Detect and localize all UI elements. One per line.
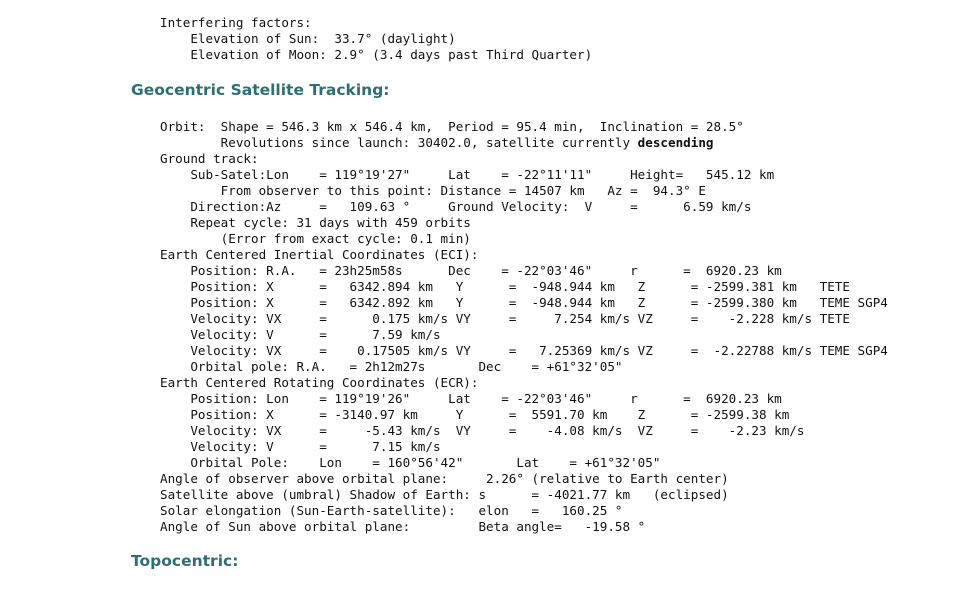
geocentric-heading: Geocentric Satellite Tracking:: [131, 81, 390, 99]
text-line: Angle of observer above orbital plane: 2.26° (relative to Earth center): [160, 471, 729, 486]
text-line: Velocity: VX = -5.43 km/s VY = -4.08 km/s VZ = -2.23 km/s: [160, 423, 805, 438]
orbit-line: Orbit: Shape = 546.3 km x 546.4 km, Period = 95.4 min, Inclination = 28.5°: [160, 119, 744, 134]
text-line: Earth Centered Inertial Coordinates (ECI):: [160, 247, 479, 262]
text-line: Ground track:: [160, 151, 259, 166]
text-line: Elevation of Moon: 2.9° (3.4 days past Third Quarter): [160, 47, 593, 62]
text-line: (Error from exact cycle: 0.1 min): [160, 231, 471, 246]
text-line: Earth Centered Rotating Coordinates (ECR):: [160, 375, 479, 390]
text-line: Velocity: V = 7.59 km/s: [160, 327, 441, 342]
text-line: From observer to this point: Distance = 14507 km Az = 94.3° E: [160, 183, 706, 198]
text-line: Orbital Pole: Lon = 160°56'42" Lat = +61°32'05": [160, 455, 661, 470]
text-line: Position: Lon = 119°19'26" Lat = -22°03'46" r = 6920.23 km: [160, 391, 782, 406]
text-line: Position: X = 6342.894 km Y = -948.944 km Z = -2599.381 km TETE: [160, 279, 850, 294]
revolutions-line: [160, 135, 888, 151]
text-line: Satellite above (umbral) Shadow of Earth: s = -4021.77 km (eclipsed): [160, 487, 729, 502]
text-line: Elevation of Sun: 33.7° (daylight): [160, 31, 456, 46]
text-line: Interfering factors:: [160, 15, 312, 30]
text-line: Velocity: V = 7.15 km/s: [160, 439, 441, 454]
direction-status: descending: [637, 135, 714, 150]
text-line: Orbital pole: R.A. = 2h12m27s Dec = +61°32'05": [160, 359, 623, 374]
page-bottom-edge: [0, 586, 969, 593]
text-line: Velocity: VX = 0.175 km/s VY = 7.254 km/s VZ = -2.228 km/s TETE: [160, 311, 850, 326]
text-line: Position: X = -3140.97 km Y = 5591.70 km Z = -2599.38 km: [160, 407, 790, 422]
text-line: Velocity: VX = 0.17505 km/s VY = 7.25369 km/s VZ = -2.22788 km/s TEME SGP4: [160, 343, 888, 358]
text-line: Position: X = 6342.892 km Y = -948.944 km Z = -2599.380 km TEME SGP4: [160, 295, 888, 310]
topocentric-heading: Topocentric:: [131, 552, 239, 570]
text-line: Direction:Az = 109.63 ° Ground Velocity: V = 6.59 km/s: [160, 199, 752, 214]
text-line: Repeat cycle: 31 days with 459 orbits: [160, 215, 471, 230]
geocentric-block: [160, 119, 888, 535]
text-line: Position: R.A. = 23h25m58s Dec = -22°03'46" r = 6920.23 km: [160, 263, 782, 278]
text-line: Angle of Sun above orbital plane: Beta angle= -19.58 °: [160, 519, 646, 534]
interfering-factors-block: [160, 15, 592, 63]
text-line: Sub-Satel:Lon = 119°19'27" Lat = -22°11'11" Height= 545.12 km: [160, 167, 775, 182]
revolutions-text: Revolutions since launch: 30402.0, satellite currently: [160, 135, 638, 150]
text-line: Solar elongation (Sun-Earth-satellite): elon = 160.25 °: [160, 503, 623, 518]
